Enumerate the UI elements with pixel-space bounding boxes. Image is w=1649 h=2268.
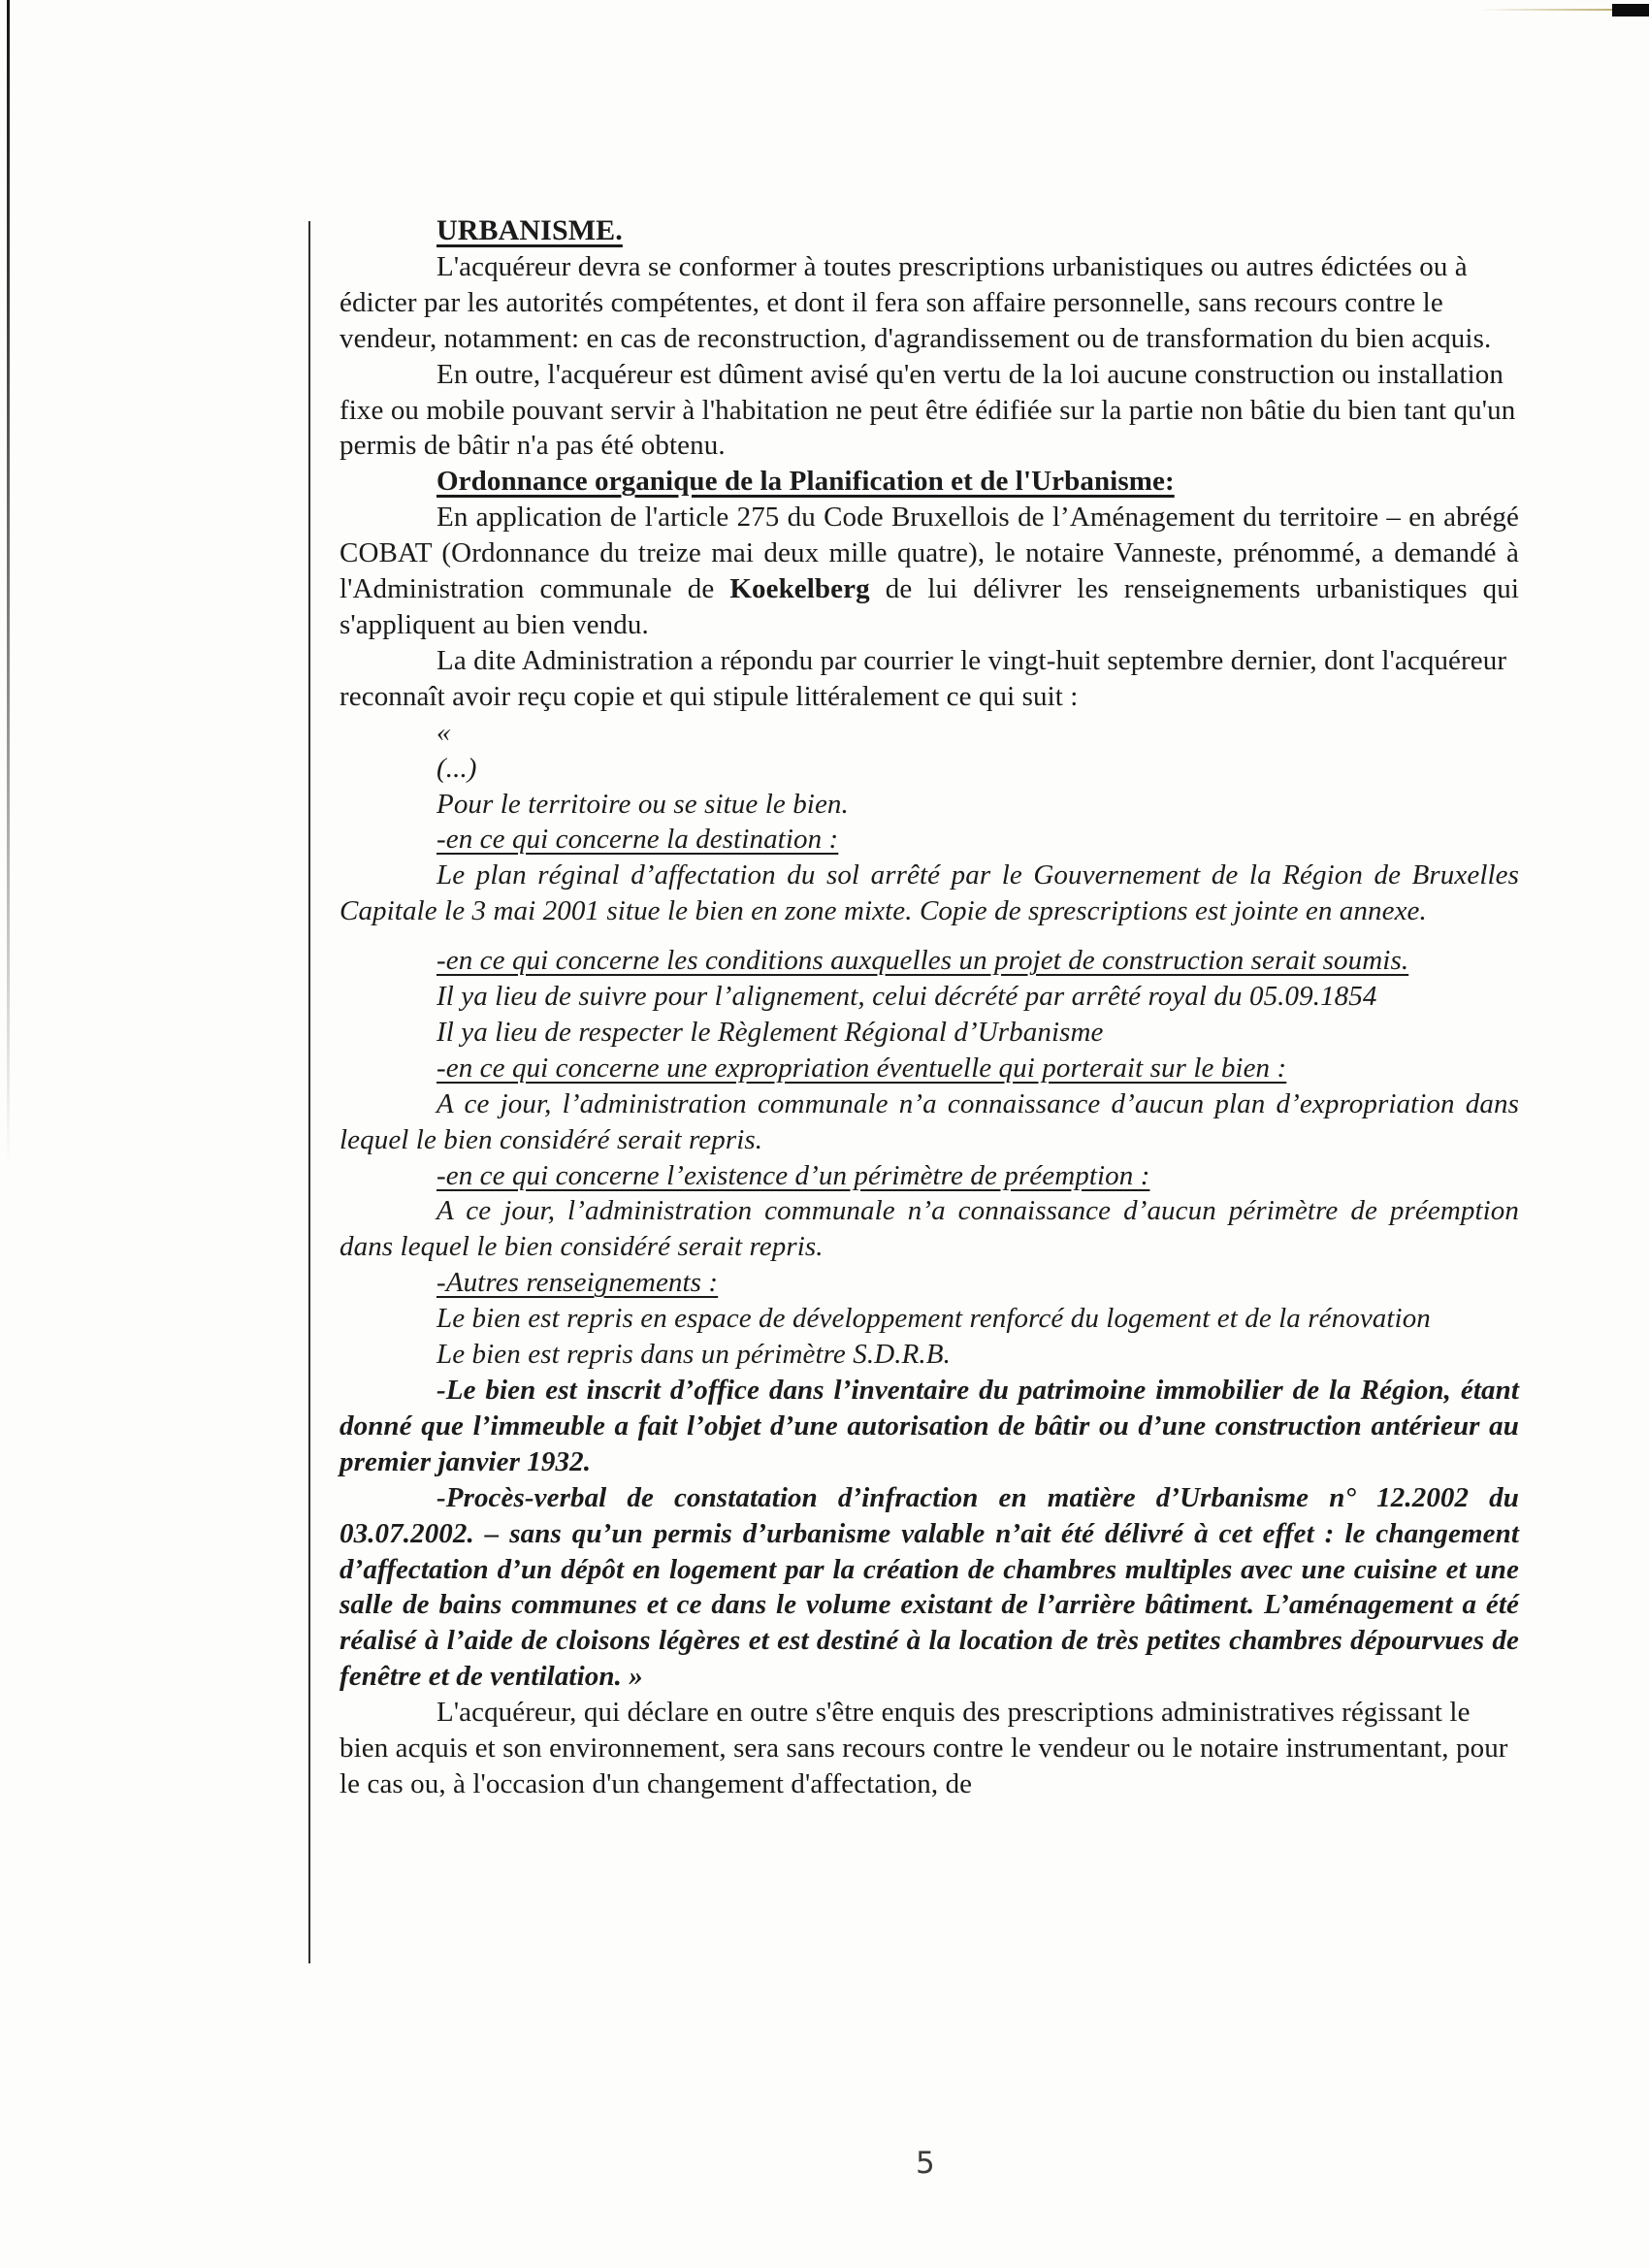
quote-heading-preemption <box>340 1158 1519 1194</box>
subheading-ordonnance-text: Ordonnance organique de la Planification et de l'Urbanisme: <box>436 466 1175 498</box>
quote-paragraph-preemption: A ce jour, l’administration communale n’a connaissance d’aucun périmètre de préemption dans lequel le bien considéré serait repris. <box>340 1195 1519 1263</box>
paragraph-administration-reponse: La dite Administration a répondu par courrier le vingt-huit septembre dernier, dont l'acquéreur reconnaît avoir reçu copie et qui stipule littéralement ce qui suit : <box>340 644 1507 712</box>
quote-heading-conditions-text: -en ce qui concerne les conditions auxquelles un projet de construction serait soumis. <box>436 945 1409 977</box>
quote-heading-conditions <box>340 943 1519 979</box>
paragraph-acquereur-conformer: L'acquéreur devra se conformer à toutes prescriptions urbanistiques ou autres édictées ou à édicter par les autorités compétentes, et dont il fera son affaire personnelle, sans recours contre le vendeur, notamment: en cas de reconstruction, d'agrandissement ou de transformation du bien acquis. <box>340 250 1492 354</box>
subheading-ordonnance <box>340 464 1519 500</box>
quote-paragraph-expropriation: A ce jour, l’administration communale n’a connaissance d’aucun plan d’expropriation dans lequel le bien considéré serait repris. <box>340 1087 1519 1155</box>
quote-paragraph-reglement: Il ya lieu de respecter le Règlement Régional d’Urbanisme <box>436 1016 1104 1048</box>
heading-urbanisme <box>340 213 1519 249</box>
quote-heading-autres-renseignements <box>340 1265 1519 1301</box>
quote-open-mark: « <box>436 716 451 748</box>
quote-paragraph-alignement: Il ya lieu de suivre pour l’alignement, celui décrété par arrêté royal du 05.09.1854 <box>436 981 1377 1013</box>
quote-paragraph-espace-developpement: Le bien est repris en espace de développement renforcé du logement et de la rénovation <box>436 1303 1431 1335</box>
quote-heading-expropriation-text: -en ce qui concerne une expropriation éventuelle qui porterait sur le bien : <box>436 1052 1287 1084</box>
page-number: 5 <box>916 2146 935 2181</box>
quote-paragraph-plan-regional: Le plan réginal d’affectation du sol arrêté par le Gouvernement de la Région de Bruxelles Capitale le 3 mai 2001 situe le bien en zone mixte. Copie de sprescriptions est jointe en annexe. <box>340 859 1519 927</box>
quote-paragraph-proces-verbal: -Procès-verbal de constatation d’infraction en matière d’Urbanisme n° 12.2002 du 03.07.2002. – sans qu’un permis d’urbanisme valable n’ait été délivré à cet effet : le changement d’affectation d’un dépôt en logement par la création de chambres multiples avec une cuisine et une salle de bains communes et ce dans le volume existant de l’arrière bâtiment. L’aménagement a été réalisé à l’aide de cloisons légères et est destiné à la location de très petites chambres dépourvues de fenêtre et de ventilation. » <box>340 1481 1519 1693</box>
paragraph-cobat-text-before: En application de l'article 275 du Code Bruxellois de l’Aménagement du territoire – en abrégé COBAT (Ordonnance du treize mai deux mille quatre), le notaire Vanneste, prénommé, a demandé à l'Administration communale de <box>340 502 1519 605</box>
paragraph-en-outre: En outre, l'acquéreur est dûment avisé qu'en vertu de la loi aucune construction ou installation fixe ou mobile pouvant servir à l'habitation ne peut être édifiée sur la partie non bâtie du bien tant qu'un permis de bâtir n'a pas été obtenu. <box>340 358 1516 462</box>
scan-corner-tail <box>1478 9 1614 11</box>
quote-paragraph-inventaire-patrimoine: -Le bien est inscrit d’office dans l’inventaire du patrimoine immobilier de la Région, étant donné que l’immeuble a fait l’objet d’une autorisation de bâtir ou d’une construction antérieur au premier janvier 1932. <box>340 1375 1519 1477</box>
quote-ellipsis: (...) <box>436 752 477 784</box>
paragraph-cobat-koekelberg: Koekelberg <box>729 573 870 605</box>
quote-territoire: Pour le territoire ou se situe le bien. <box>436 788 849 820</box>
scan-streak-left <box>7 0 10 1164</box>
quote-paragraph-sdrb: Le bien est repris dans un périmètre S.D.R.B. <box>436 1339 951 1371</box>
quote-heading-destination-text: -en ce qui concerne la destination : <box>436 824 839 856</box>
paragraph-acquereur-declare: L'acquéreur, qui déclare en outre s'être enquis des prescriptions administratives régissant le bien acquis et son environnement, sera sans recours contre le vendeur ou le notaire instrumentant, pour le cas ou, à l'occasion d'un changement d'affectation, de <box>340 1697 1508 1799</box>
quote-heading-autres-renseignements-text: -Autres renseignements : <box>436 1267 719 1299</box>
margin-rule <box>308 221 310 1963</box>
heading-urbanisme-text: URBANISME. <box>436 214 623 246</box>
paragraph-cobat <box>340 500 1519 643</box>
paragraph-cobat-text-after: de lui délivrer les renseignements urbanistiques qui s'appliquent au bien vendu. <box>340 573 1519 640</box>
quote-heading-expropriation <box>340 1051 1519 1086</box>
document-text <box>340 213 1519 1802</box>
quote-heading-destination <box>340 822 1519 858</box>
quote-heading-preemption-text: -en ce qui concerne l’existence d’un périmètre de préemption : <box>436 1159 1150 1191</box>
scan-corner-mark <box>1612 4 1649 16</box>
